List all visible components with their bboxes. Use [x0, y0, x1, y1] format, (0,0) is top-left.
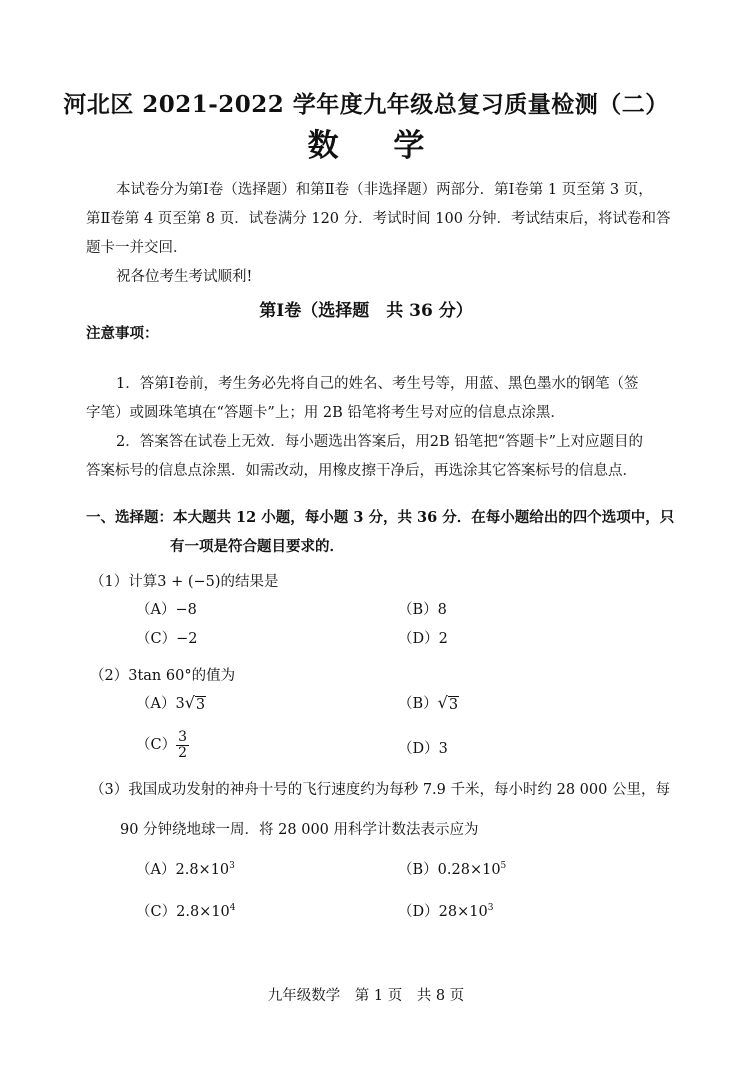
q2-option-a-label: （A）	[136, 696, 176, 712]
q3-option-b-exp: 5	[500, 861, 507, 872]
page-footer: 九年级数学 第 1 页 共 8 页	[267, 988, 465, 1004]
subject-title	[0, 120, 732, 165]
intro-wish: 祝各位考生考试顺利!	[116, 269, 253, 285]
q2-stem	[90, 664, 235, 685]
q2-option-c-fraction	[176, 730, 189, 760]
q2-option-a-radicand: 3	[195, 697, 206, 713]
radical-sign-icon: √	[437, 693, 448, 712]
q2-option-b-radicand: 3	[448, 697, 459, 713]
section1-line-2: 有一项是符合题目要求的．	[170, 538, 344, 555]
q2-option-c-label: （C）	[136, 737, 177, 754]
intro-line-3: 题卡一并交回．	[86, 240, 188, 256]
q2-option-a-sqrt	[185, 695, 206, 713]
q1-option-c: （C）−2	[136, 631, 198, 647]
q2-option-b-sqrt	[438, 695, 459, 713]
subject-char-1: 数	[307, 128, 339, 164]
q2-option-c	[136, 730, 189, 760]
q3-option-d-exp: 3	[487, 903, 494, 914]
intro-line-2: 第Ⅱ卷第 4 页至第 8 页．试卷满分 120 分．考试时间 100 分钟．考试结束后，将试卷和答	[86, 211, 671, 227]
q3-option-a-base: 2.8×10	[175, 862, 230, 878]
q3-option-d-base: 28×10	[438, 904, 488, 920]
q3-option-d	[398, 900, 493, 921]
q3-option-c-base: 2.8×10	[176, 904, 230, 920]
note1-line-1: 1．答第Ⅰ卷前，考生务必先将自己的姓名、考生号等，用蓝、黑色墨水的钢笔（签	[116, 376, 639, 392]
q1-stem-expr: 3 + (−5)	[157, 574, 221, 590]
q2-option-a	[136, 692, 206, 713]
q2-option-c-denominator: 2	[178, 744, 188, 761]
notes-title: 注意事项：	[86, 325, 159, 342]
exam-title: 河北区 2021-2022 学年度九年级总复习质量检测（二）	[63, 91, 669, 118]
q1-option-b: （B）8	[398, 602, 447, 618]
intro-line-1: 本试卷分为第Ⅰ卷（选择题）和第Ⅱ卷（非选择题）两部分．第Ⅰ卷第 1 页至第 3 页，	[116, 182, 653, 198]
q3-option-c	[136, 900, 236, 921]
q1-stem	[90, 570, 279, 591]
q1-option-a: （A）−8	[136, 602, 197, 618]
q2-option-a-coef: 3	[175, 696, 185, 712]
q3-option-c-exp: 4	[229, 903, 236, 914]
subject-char-2: 学	[393, 128, 425, 164]
q1-option-d: （D）2	[398, 631, 448, 647]
q3-option-c-label: （C）	[136, 904, 177, 920]
q2-option-b	[398, 692, 459, 713]
q3-option-b	[398, 858, 506, 879]
q3-option-b-base: 0.28×10	[437, 862, 501, 878]
q3-option-d-label: （D）	[398, 904, 439, 920]
radical-sign-icon: √	[184, 693, 195, 712]
q2-stem-expr: 3tan 60°	[128, 668, 192, 684]
note1-line-2: 字笔）或圆珠笔填在“答题卡”上；用 2B 铅笔将考生号对应的信息点涂黑．	[86, 405, 565, 421]
q3-option-a-exp: 3	[229, 861, 235, 872]
q3-stem-line-2: 90 分钟绕地球一周．将 28 000 用科学计数法表示应为	[120, 822, 479, 838]
note2-line-1: 2．答案答在试卷上无效．每小题选出答案后，用2B 铅笔把“答题卡”上对应题目的	[116, 434, 644, 450]
section1-line-1: 一、选择题：本大题共 12 小题，每小题 3 分，共 36 分．在每小题给出的四个选项中，只	[86, 509, 675, 526]
q2-option-c-numerator: 3	[178, 729, 188, 745]
q1-stem-prefix: （1）计算	[90, 574, 158, 590]
q3-option-a	[136, 858, 235, 879]
q2-option-b-label: （B）	[398, 696, 438, 712]
q3-option-b-label: （B）	[398, 862, 438, 878]
q2-stem-suffix: 的值为	[191, 668, 236, 684]
q2-stem-prefix: （2）	[90, 668, 129, 684]
q1-stem-suffix: 的结果是	[220, 574, 279, 590]
part1-heading: 第Ⅰ卷（选择题 共 36 分）	[259, 301, 473, 321]
q3-option-a-label: （A）	[136, 862, 176, 878]
q2-option-d: （D）3	[398, 741, 448, 757]
note2-line-2: 答案标号的信息点涂黑．如需改动，用橡皮擦干净后，再选涂其它答案标号的信息点．	[86, 463, 637, 479]
q3-stem-line-1: （3）我国成功发射的神舟十号的飞行速度约为每秒 7.9 千米，每小时约 28 000 公里，每	[90, 782, 670, 798]
